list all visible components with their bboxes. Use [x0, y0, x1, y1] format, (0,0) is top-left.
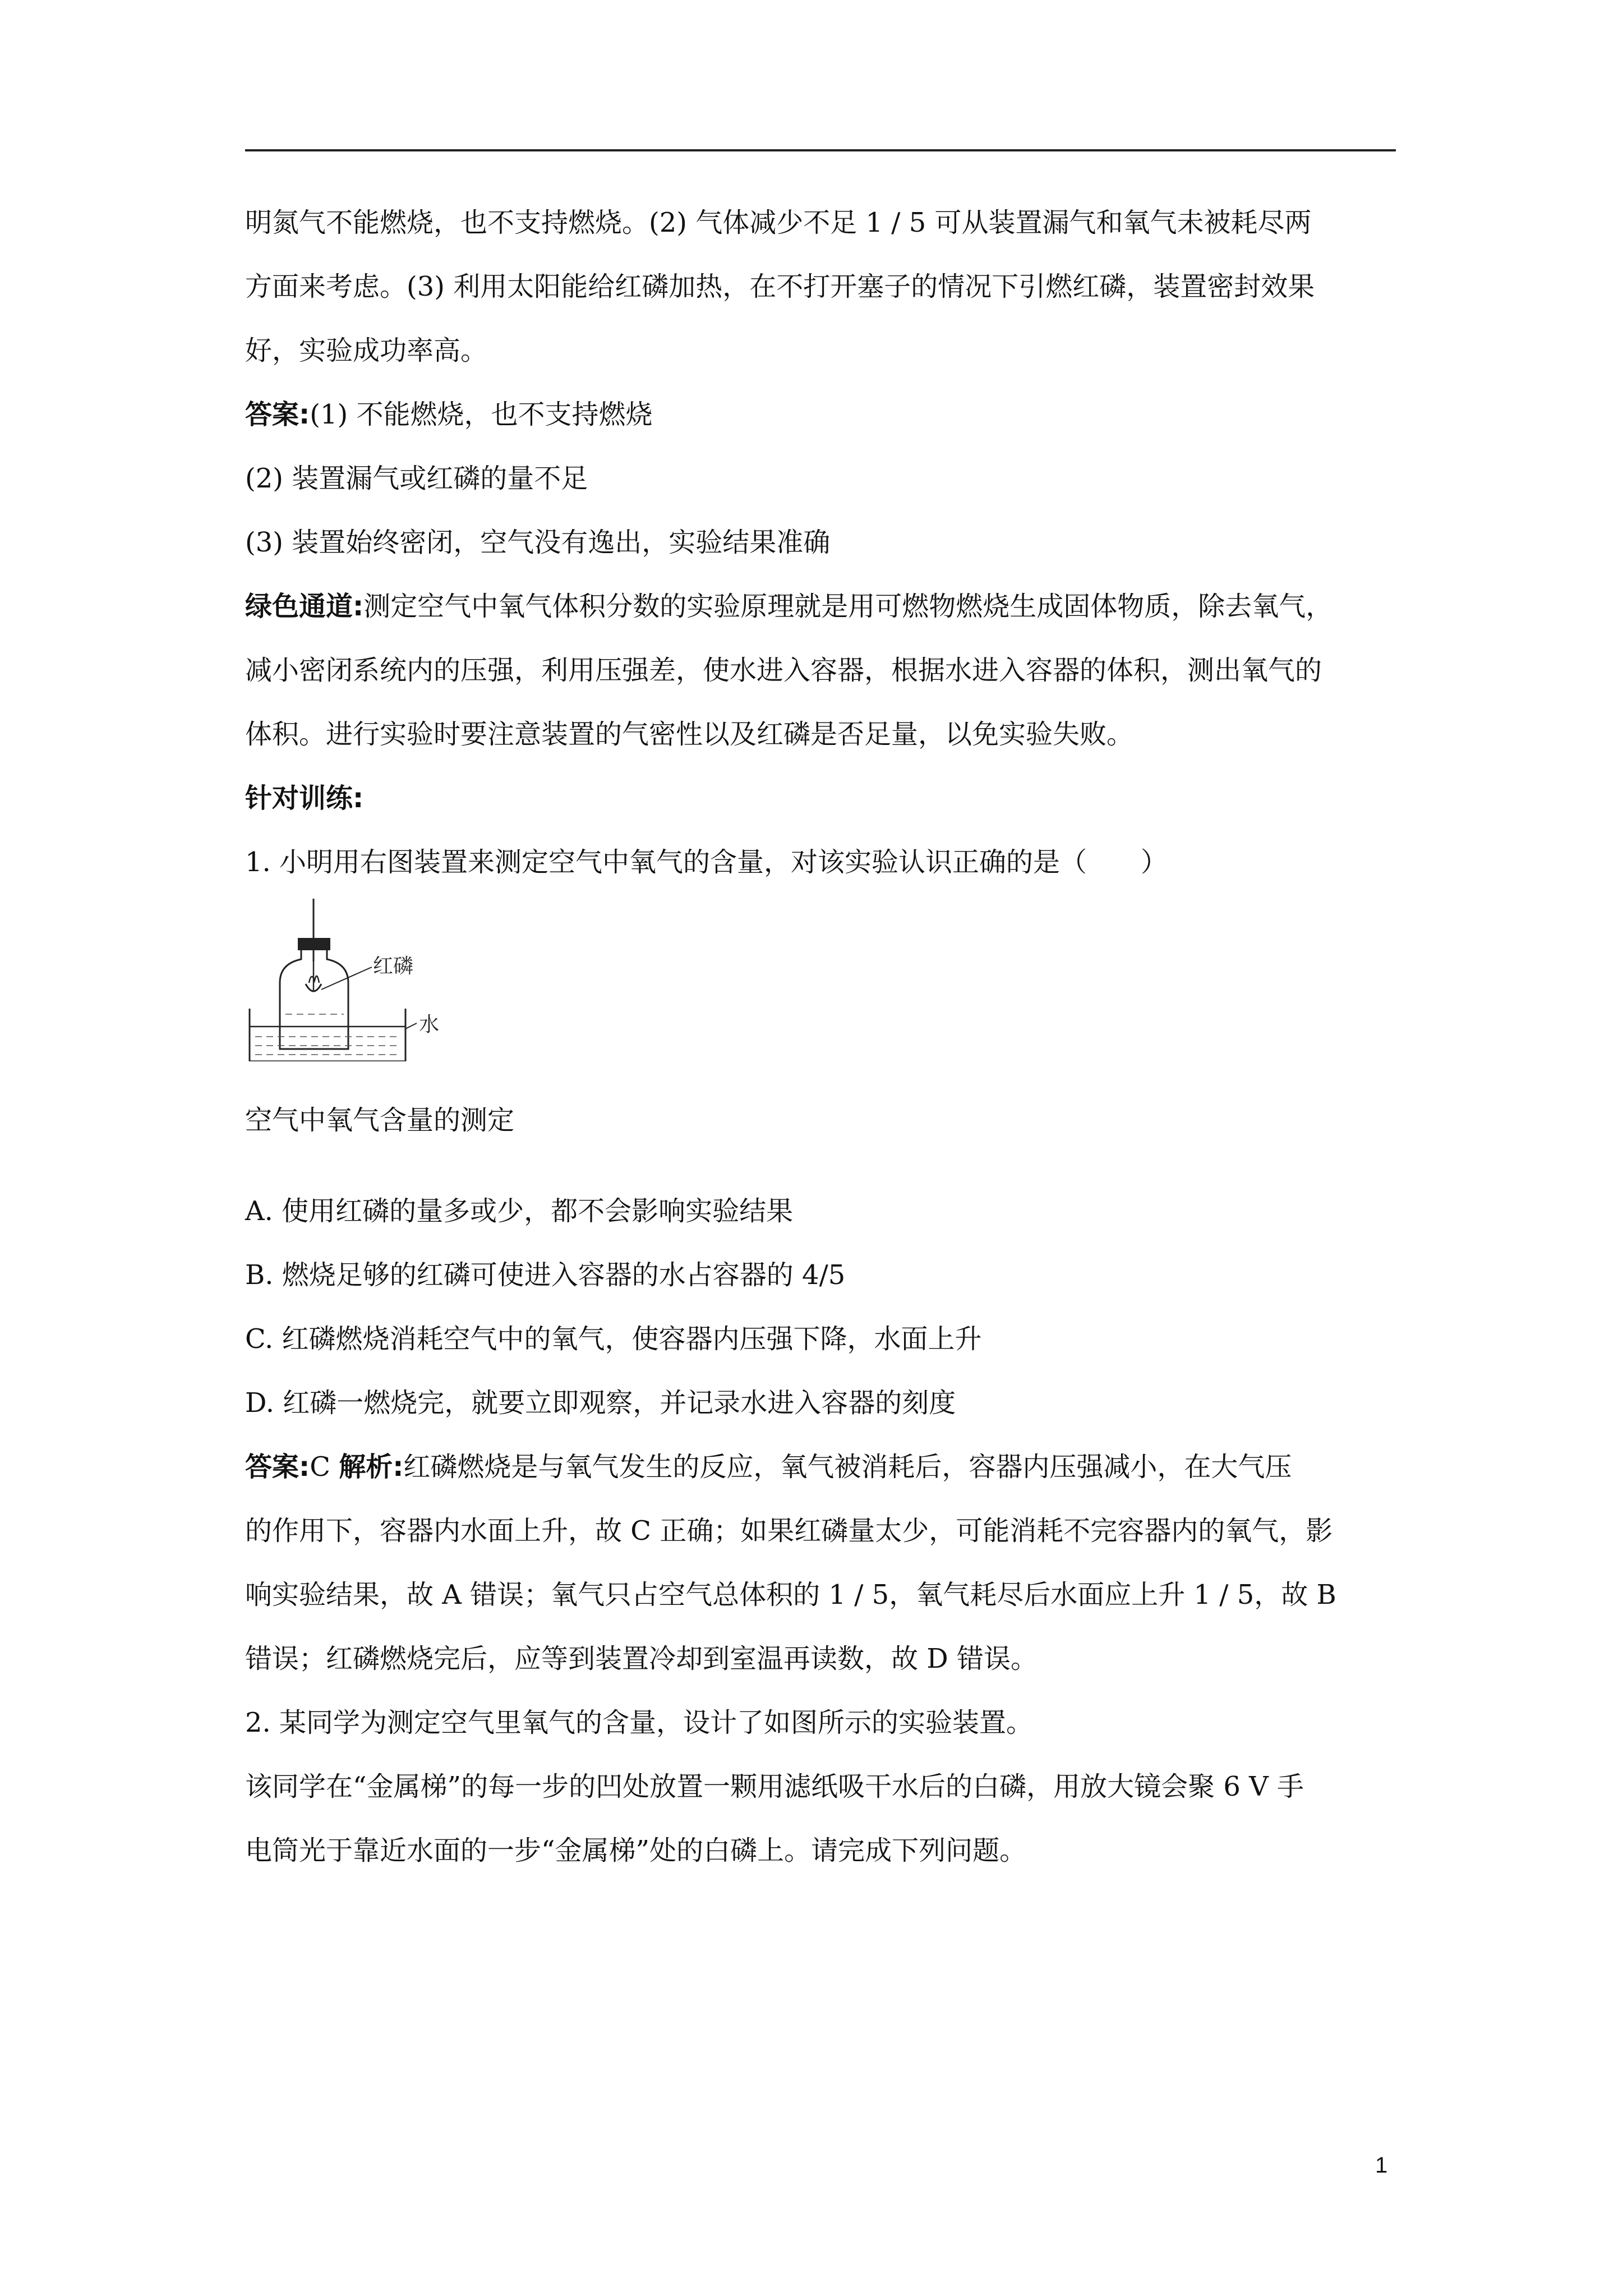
- leader-line-water: [405, 1023, 417, 1029]
- green-channel-text: 减小密闭系统内的压强，利用压强差，使水进入容器，根据水进入容器的体积，测出氧气的: [245, 655, 1322, 686]
- answer-label: 答案:: [245, 1451, 310, 1483]
- green-channel-text: 体积。进行实验时要注意装置的气密性以及红磷是否足量，以免实验失败。: [245, 719, 1134, 750]
- question-2-text: 电筒光于靠近水面的一步“金属梯”处的白磷上。请完成下列问题。: [245, 1835, 1027, 1866]
- analysis-label: 解析:: [339, 1451, 404, 1483]
- document-body: [245, 191, 1396, 1883]
- option-c: C. 红磷燃烧消耗空气中的氧气，使容器内压强下降，水面上升: [245, 1323, 982, 1355]
- paragraph-line: 好，实验成功率高。: [245, 335, 488, 366]
- answer-1-line: [245, 383, 1396, 447]
- header-rule: [245, 149, 1396, 151]
- apparatus-diagram: [245, 899, 458, 1061]
- label-water: 水: [419, 1013, 440, 1036]
- water-trough: [250, 1009, 405, 1061]
- question-2-text: 该同学在“金属梯”的每一步的凹处放置一颗用滤纸吸干水后的白磷，用放大镜会聚 6 V 手: [245, 1771, 1304, 1802]
- label-red-phosphorus: 红磷: [373, 955, 414, 978]
- analysis-text: 的作用下，容器内水面上升，故 C 正确；如果红磷量太少，可能消耗不完容器内的氧气，影: [245, 1515, 1333, 1547]
- answer-item: (1) 不能燃烧，也不支持燃烧: [310, 399, 653, 430]
- leader-line-phosphorus: [321, 967, 372, 990]
- page-number: 1: [1375, 2153, 1388, 2178]
- analysis-text: 响实验结果，故 A 错误；氧气只占空气总体积的 1 / 5，氧气耗尽后水面应上升 1 / 5，故 B: [245, 1579, 1336, 1611]
- answer-choice: C: [310, 1451, 330, 1483]
- stopper: [298, 938, 330, 950]
- paragraph-line: 方面来考虑。(3) 利用太阳能给红磷加热，在不打开塞子的情况下引燃红磷，装置密封效果: [245, 271, 1315, 302]
- option-b: B. 燃烧足够的红磷可使进入容器的水占容器的 4/5: [245, 1259, 846, 1291]
- green-channel-label: 绿色通道:: [245, 591, 364, 622]
- figure-caption: 空气中氧气含量的测定: [245, 1105, 515, 1136]
- question-1-stem: 1. 小明用右图装置来测定空气中氧气的含量，对该实验认识正确的是（ ）: [245, 846, 1168, 878]
- practice-heading: 针对训练:: [245, 783, 364, 814]
- analysis-text: 红磷燃烧是与氧气发生的反应，氧气被消耗后，容器内压强减小，在大气压: [403, 1451, 1292, 1483]
- answer-item: (3) 装置始终密闭，空气没有逸出，实验结果准确: [245, 527, 831, 558]
- option-a: A. 使用红磷的量多或少，都不会影响实验结果: [245, 1195, 794, 1227]
- question-2-stem: 2. 某同学为测定空气里氧气的含量，设计了如图所示的实验装置。: [245, 1707, 1034, 1738]
- green-channel-text: 测定空气中氧气体积分数的实验原理就是用可燃物燃烧生成固体物质，除去氧气，: [363, 591, 1333, 622]
- answer-item: (2) 装置漏气或红磷的量不足: [245, 463, 588, 494]
- green-channel-line: [245, 574, 1396, 638]
- paragraph-line: 明氮气不能燃烧，也不支持燃烧。(2) 气体减少不足 1 / 5 可从装置漏气和氧气未被耗尽两: [245, 207, 1312, 238]
- option-d: D. 红磷一燃烧完，就要立即观察，并记录水进入容器的刻度: [245, 1387, 956, 1419]
- apparatus-figure: [245, 899, 458, 1061]
- answer-label: 答案:: [245, 399, 310, 430]
- answer-2-line: [245, 1435, 1396, 1499]
- analysis-text: 错误；红磷燃烧完后，应等到装置冷却到室温再读数，故 D 错误。: [245, 1643, 1038, 1674]
